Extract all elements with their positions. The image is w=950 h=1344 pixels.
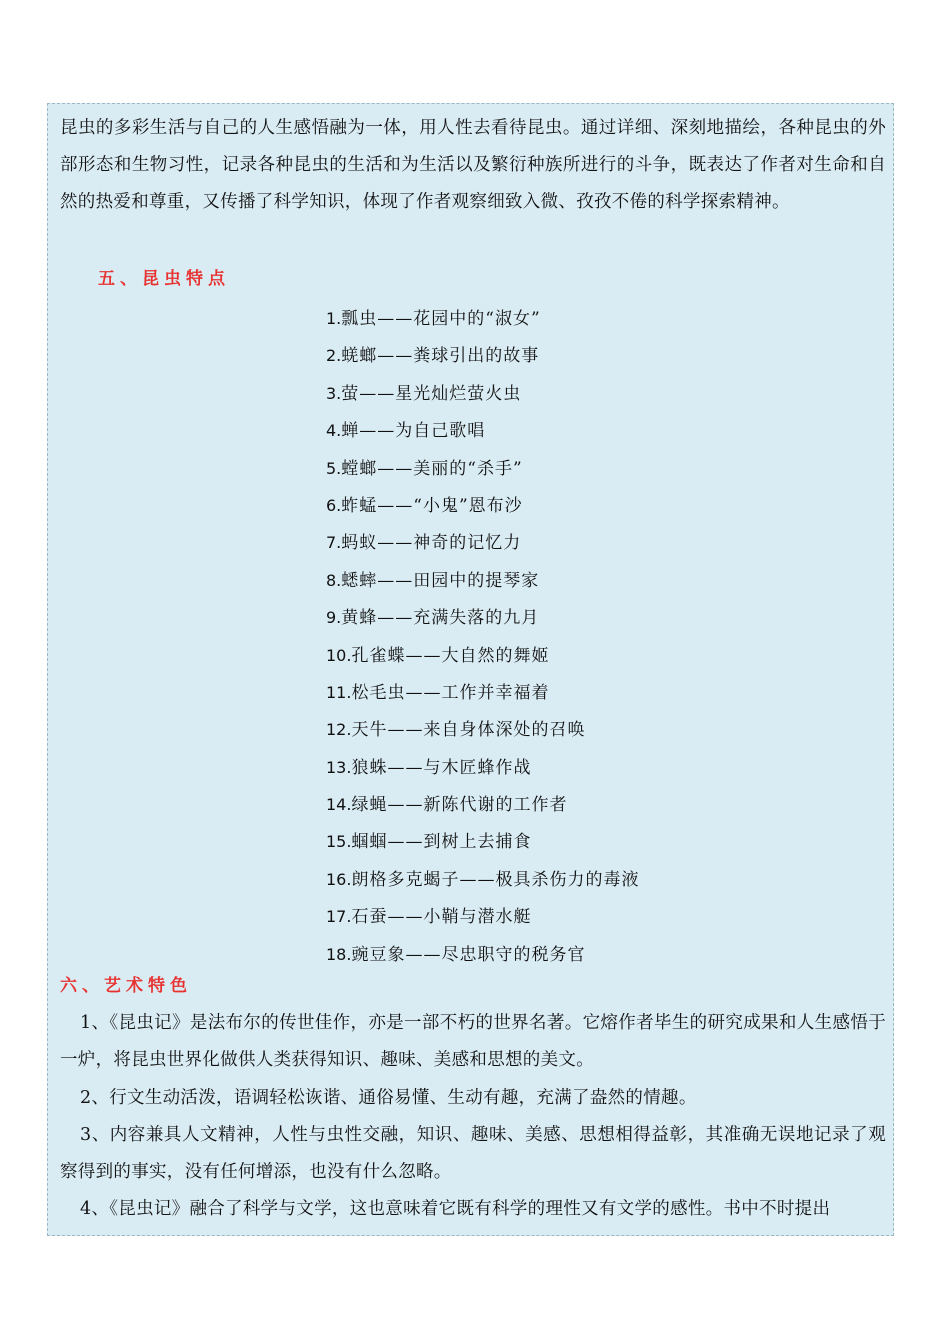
- list-item: 1.瓢虫——花园中的“淑女”: [326, 309, 541, 329]
- art-feature-4: 4、《昆虫记》融合了科学与文学，这也意味着它既有科学的理性又有文学的感性。书中不时提出: [80, 1199, 831, 1219]
- list-item: 6.蚱蜢——“小鬼”恩布沙: [326, 495, 523, 516]
- list-item: 9.黄蜂——充满失落的九月: [326, 608, 540, 629]
- list-item: 13.狼蛛——与木匠蜂作战: [326, 757, 532, 778]
- list-item: 3.萤——星光灿烂萤火虫: [326, 383, 522, 404]
- art-feature-2: 2、行文生动活泼，语调轻松诙谐、通俗易懂、生动有趣，充满了盎然的情趣。: [80, 1088, 697, 1108]
- list-item: 17.石蚕——小鞘与潜水艇: [326, 907, 532, 928]
- list-item: 14.绿蝇——新陈代谢的工作者: [326, 795, 568, 816]
- list-item: 4.蝉——为自己歌唱: [326, 421, 486, 442]
- section5-heading: 五、昆虫特点: [98, 269, 230, 289]
- list-item: 18.豌豆象——尽忠职守的税务官: [326, 944, 586, 965]
- list-item: 16.朗格多克蝎子——极具杀伤力的毒液: [326, 869, 640, 890]
- list-item: 5.螳螂——美丽的“杀手”: [326, 458, 523, 479]
- intro-paragraph: 昆虫的多彩生活与自己的人生感悟融为一体，用人性去看待昆虫。通过详细、深刻地描绘，各种昆虫的外部形态和生物习性，记录各种昆虫的生活和为生活以及繁衍种族所进行的斗争，既表达了作者对生命和自然的热爱和尊重，又传播了科学知识，体现了作者观察细致入微、孜孜不倦的科学探索精神。: [60, 118, 886, 212]
- list-item: 15.蝈蝈——到树上去捕食: [326, 832, 532, 853]
- list-item: 10.孔雀蝶——大自然的舞姬: [326, 645, 550, 666]
- content-panel: [47, 103, 894, 1236]
- section6-heading: 六、艺术特色: [60, 976, 192, 996]
- list-item: 11.松毛虫——工作并幸福着: [326, 682, 550, 703]
- insect-list: [326, 300, 639, 973]
- list-item: 2.蜣螂——粪球引出的故事: [326, 346, 540, 367]
- list-item: 12.天牛——来自身体深处的召唤: [326, 720, 586, 741]
- art-feature-1: 1、《昆虫记》是法布尔的传世佳作，亦是一部不朽的世界名著。它熔作者毕生的研究成果和人生感悟于一炉，将昆虫世界化做供人类获得知识、趣味、美感和思想的美文。: [60, 1013, 886, 1070]
- list-item: 8.蟋蟀——田园中的提琴家: [326, 570, 540, 591]
- list-item: 7.蚂蚁——神奇的记忆力: [326, 533, 522, 554]
- art-feature-3: 3、内容兼具人文精神，人性与虫性交融，知识、趣味、美感、思想相得益彰，其准确无误地记录了观察得到的事实，没有任何增添，也没有什么忽略。: [60, 1125, 886, 1182]
